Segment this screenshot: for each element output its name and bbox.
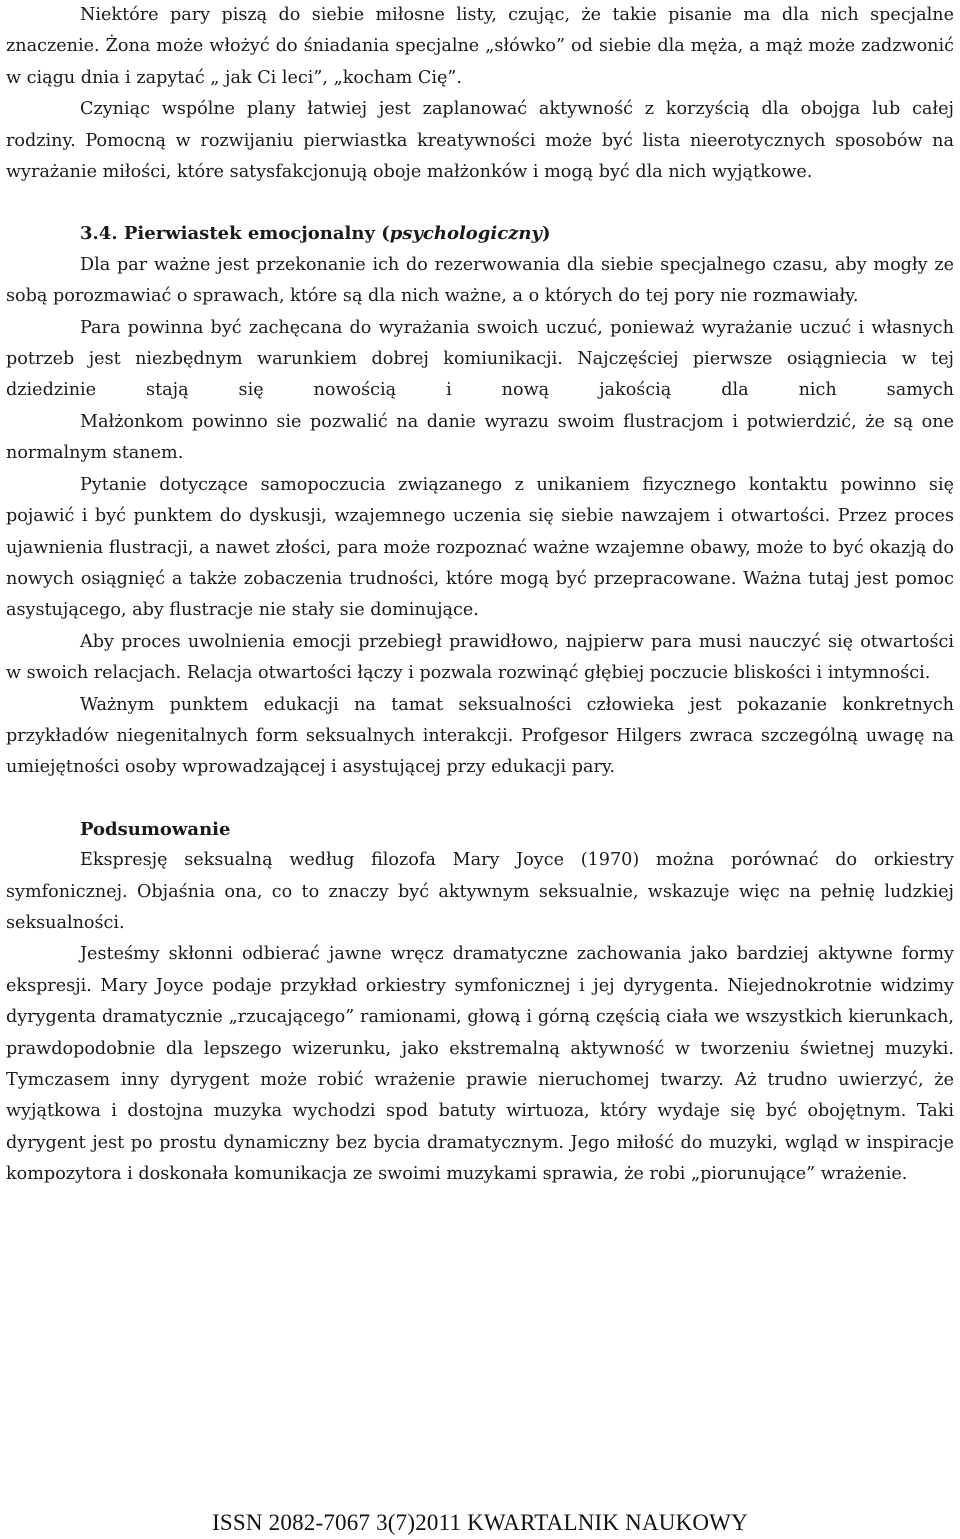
page-footer: ISSN 2082-7067 3(7)2011 KWARTALNIK NAUKOWY: [212, 1510, 748, 1535]
paragraph-love-letters: Niektóre pary piszą do siebie miłosne listy, czując, że takie pisanie ma dla nich specjalne znaczenie. Żona może włożyć do śniadania specjalne „słówko” od siebie dla męża, a mąż może zadzwonić w ciągu dnia i zapytać „ jak Ci leci”, „kocham Cię”.: [6, 5, 954, 88]
spacer: [6, 784, 954, 814]
paragraph-expressing-feelings: Para powinna być zachęcana do wyrażania swoich uczuć, ponieważ wyrażanie uczuć i własnych potrzeb jest niezbędnym warunkiem dobrej komiunikacji. Najczęściej pierwsze osiągniecia w tej dziedzinie stają się nowością i nową jakością dla nich samych: [6, 317, 954, 401]
section-title-end: ): [541, 223, 551, 245]
paragraph-emotion-release: Aby proces uwolnienia emocji przebiegł prawidłowo, najpierw para musi nauczyć się otwartości w swoich relacjach. Relacja otwartości łączy i pozwala rozwinąć głębiej poczucie bliskości i intymności.: [6, 631, 954, 684]
paragraph-frustrations: Małżonkom powinno sie pozwalić na danie wyrazu swoim flustracjom i potwierdzić, że są one normalnym stanem.: [6, 411, 954, 464]
document-page: [6, 0, 954, 1539]
summary-heading: Podsumowanie: [80, 818, 231, 840]
paragraph-mary-joyce: Ekspresję seksualną według filozofa Mary Joyce (1970) można porównać do orkiestry symfonicznej. Objaśnia ona, co to znaczy być aktywnym seksualnie, wskazuje więc na pełnię ludzkiej seksualności.: [6, 850, 954, 933]
paragraph-physical-contact: Pytanie dotyczące samopoczucia związanego z unikaniem fizycznego kontaktu powinno się pojawić i być punktem do dyskusji, wzajemnego uczenia się siebie nawzajem i otwartości. Przez proces ujawnienia flustracji, a nawet złości, para może rozpoznać ważne wzajemne obawy, może to być okazją do nowych osiągnięć a także zobaczenia trudności, które mogą być przepracowane. Ważna tutaj jest pomoc asystującego, aby flustracje nie stały sie dominujące.: [6, 474, 954, 621]
paragraph-conductor: Jesteśmy skłonni odbierać jawne wręcz dramatyczne zachowania jako bardziej aktywne formy ekspresji. Mary Joyce podaje przykład orkiestry symfonicznej i jej dyrygenta. Niejednokrotnie widzimy dyrygenta dramatycznie „rzucającego” ramionami, głową i górną częścią ciała we wszystkich kierunkach, prawdopodobnie dla lepszego wizerunku, jako ekstremalną aktywność w tworzeniu świetnej muzyki. Tymczasem inny dyrygent może robić wrażenie prawie nieruchomej twarzy. Aż trudno uwierzyć, że wyjątkowa i dostojna muzyka wychodzi spod batuty wirtuoza, który wydaje się być obojętnym. Taki dyrygent jest po prostu dynamiczny bez bycia dramatycznym. Jego miłość do muzyki, wgląd w inspiracje kompozytora i doskonała komunikacja ze swoimi muzykami sprawia, że robi „piorunujące” wrażenie.: [6, 944, 954, 1185]
section-title-italic: psychologiczny: [389, 223, 542, 245]
paragraph-education: Ważnym punktem edukacji na tamat seksualności człowieka jest pokazanie konkretnych przykładów niegenitalnych form seksualnych interakcji. Profgesor Hilgers zwraca szczególną uwagę na umiejętności osoby wprowadzającej i asystującej przy edukacji pary.: [6, 694, 954, 778]
section-heading: [6, 218, 954, 249]
paragraph-special-time: Dla par ważne jest przekonanie ich do rezerwowania dla siebie specjalnego czasu, aby mogły ze sobą porozmawiać o sprawach, które są dla nich ważne, a o których do tej pory nie rozmawiały.: [6, 254, 954, 307]
section-number: 3.4.: [80, 223, 118, 245]
paragraph-common-plans: Czyniąc wspólne plany łatwiej jest zaplanować aktywność z korzyścią dla obojga lub całej rodziny. Pomocną w rozwijaniu pierwiastka kreatywności może być lista nieerotycznych sposobów na wyrażanie miłości, które satysfakcjonują oboje małżonków i mogą być dla nich wyjątkowe.: [6, 99, 954, 183]
spacer: [6, 188, 954, 218]
section-title: Pierwiastek emocjonalny (: [123, 223, 390, 245]
